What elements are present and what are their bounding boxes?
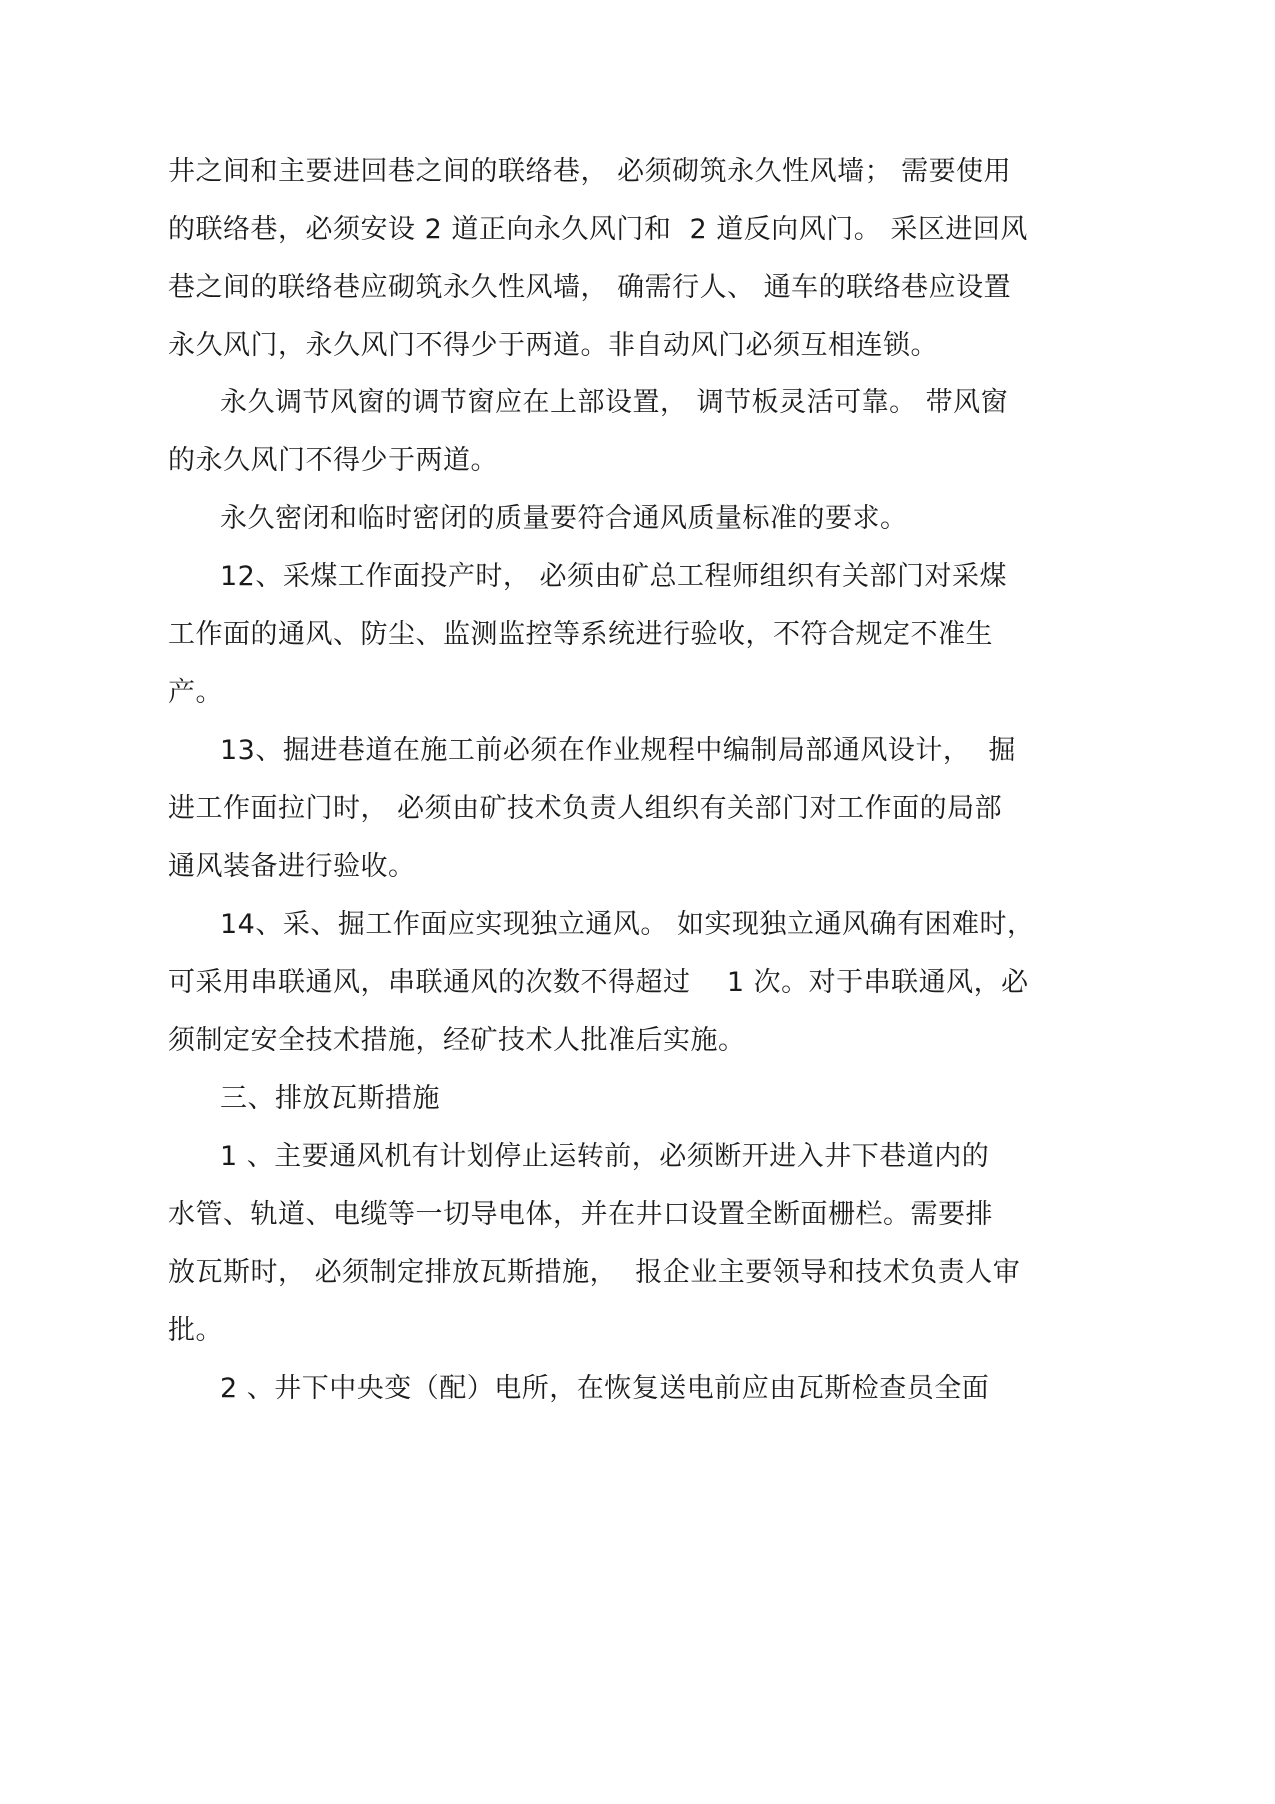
- text-line: 12、采煤工作面投产时， 必须由矿总工程师组织有关部门对采煤: [220, 561, 1007, 592]
- text-line: 水管、轨道、电缆等一切导电体，并在井口设置全断面栅栏。需要排: [168, 1199, 993, 1230]
- text-line: 永久风门，永久风门不得少于两道。非自动风门必须互相连锁。: [168, 330, 938, 361]
- text-line: 可采用串联通风，串联通风的次数不得超过 1 次。对于串联通风，必: [168, 967, 1029, 998]
- text-line: 的永久风门不得少于两道。: [168, 445, 498, 476]
- text-line: 井之间和主要进回巷之间的联络巷， 必须砌筑永久性风墙； 需要使用: [168, 156, 1012, 187]
- text-line: 批。: [168, 1315, 223, 1346]
- text-line: 2 、井下中央变（配）电所，在恢复送电前应由瓦斯检查员全面: [220, 1373, 990, 1404]
- text-line: 放瓦斯时， 必须制定排放瓦斯措施， 报企业主要领导和技术负责人审: [168, 1257, 1021, 1288]
- text-line: 14、采、掘工作面应实现独立通风。 如实现独立通风确有困难时，: [220, 909, 1035, 940]
- text-line: 巷之间的联络巷应砌筑永久性风墙， 确需行人、 通车的联络巷应设置: [168, 272, 1012, 303]
- text-line: 永久调节风窗的调节窗应在上部设置， 调节板灵活可靠。 带风窗: [220, 387, 1009, 418]
- text-line: 永久密闭和临时密闭的质量要符合通风质量标准的要求。: [220, 503, 908, 534]
- text-line: 工作面的通风、防尘、监测监控等系统进行验收，不符合规定不准生: [168, 619, 993, 650]
- text-line: 通风装备进行验收。: [168, 851, 416, 882]
- text-line: 产。: [168, 677, 223, 708]
- section-heading: 三、排放瓦斯措施: [220, 1083, 440, 1114]
- text-line: 1 、主要通风机有计划停止运转前，必须断开进入井下巷道内的: [220, 1141, 990, 1172]
- text-line: 13、掘进巷道在施工前必须在作业规程中编制局部通风设计， 掘: [220, 735, 1017, 766]
- text-line: 须制定安全技术措施，经矿技术人批准后实施。: [168, 1025, 746, 1056]
- text-line: 的联络巷，必须安设 2 道正向永久风门和 2 道反向风门。 采区进回风: [168, 214, 1028, 245]
- text-line: 进工作面拉门时， 必须由矿技术负责人组织有关部门对工作面的局部: [168, 793, 1003, 824]
